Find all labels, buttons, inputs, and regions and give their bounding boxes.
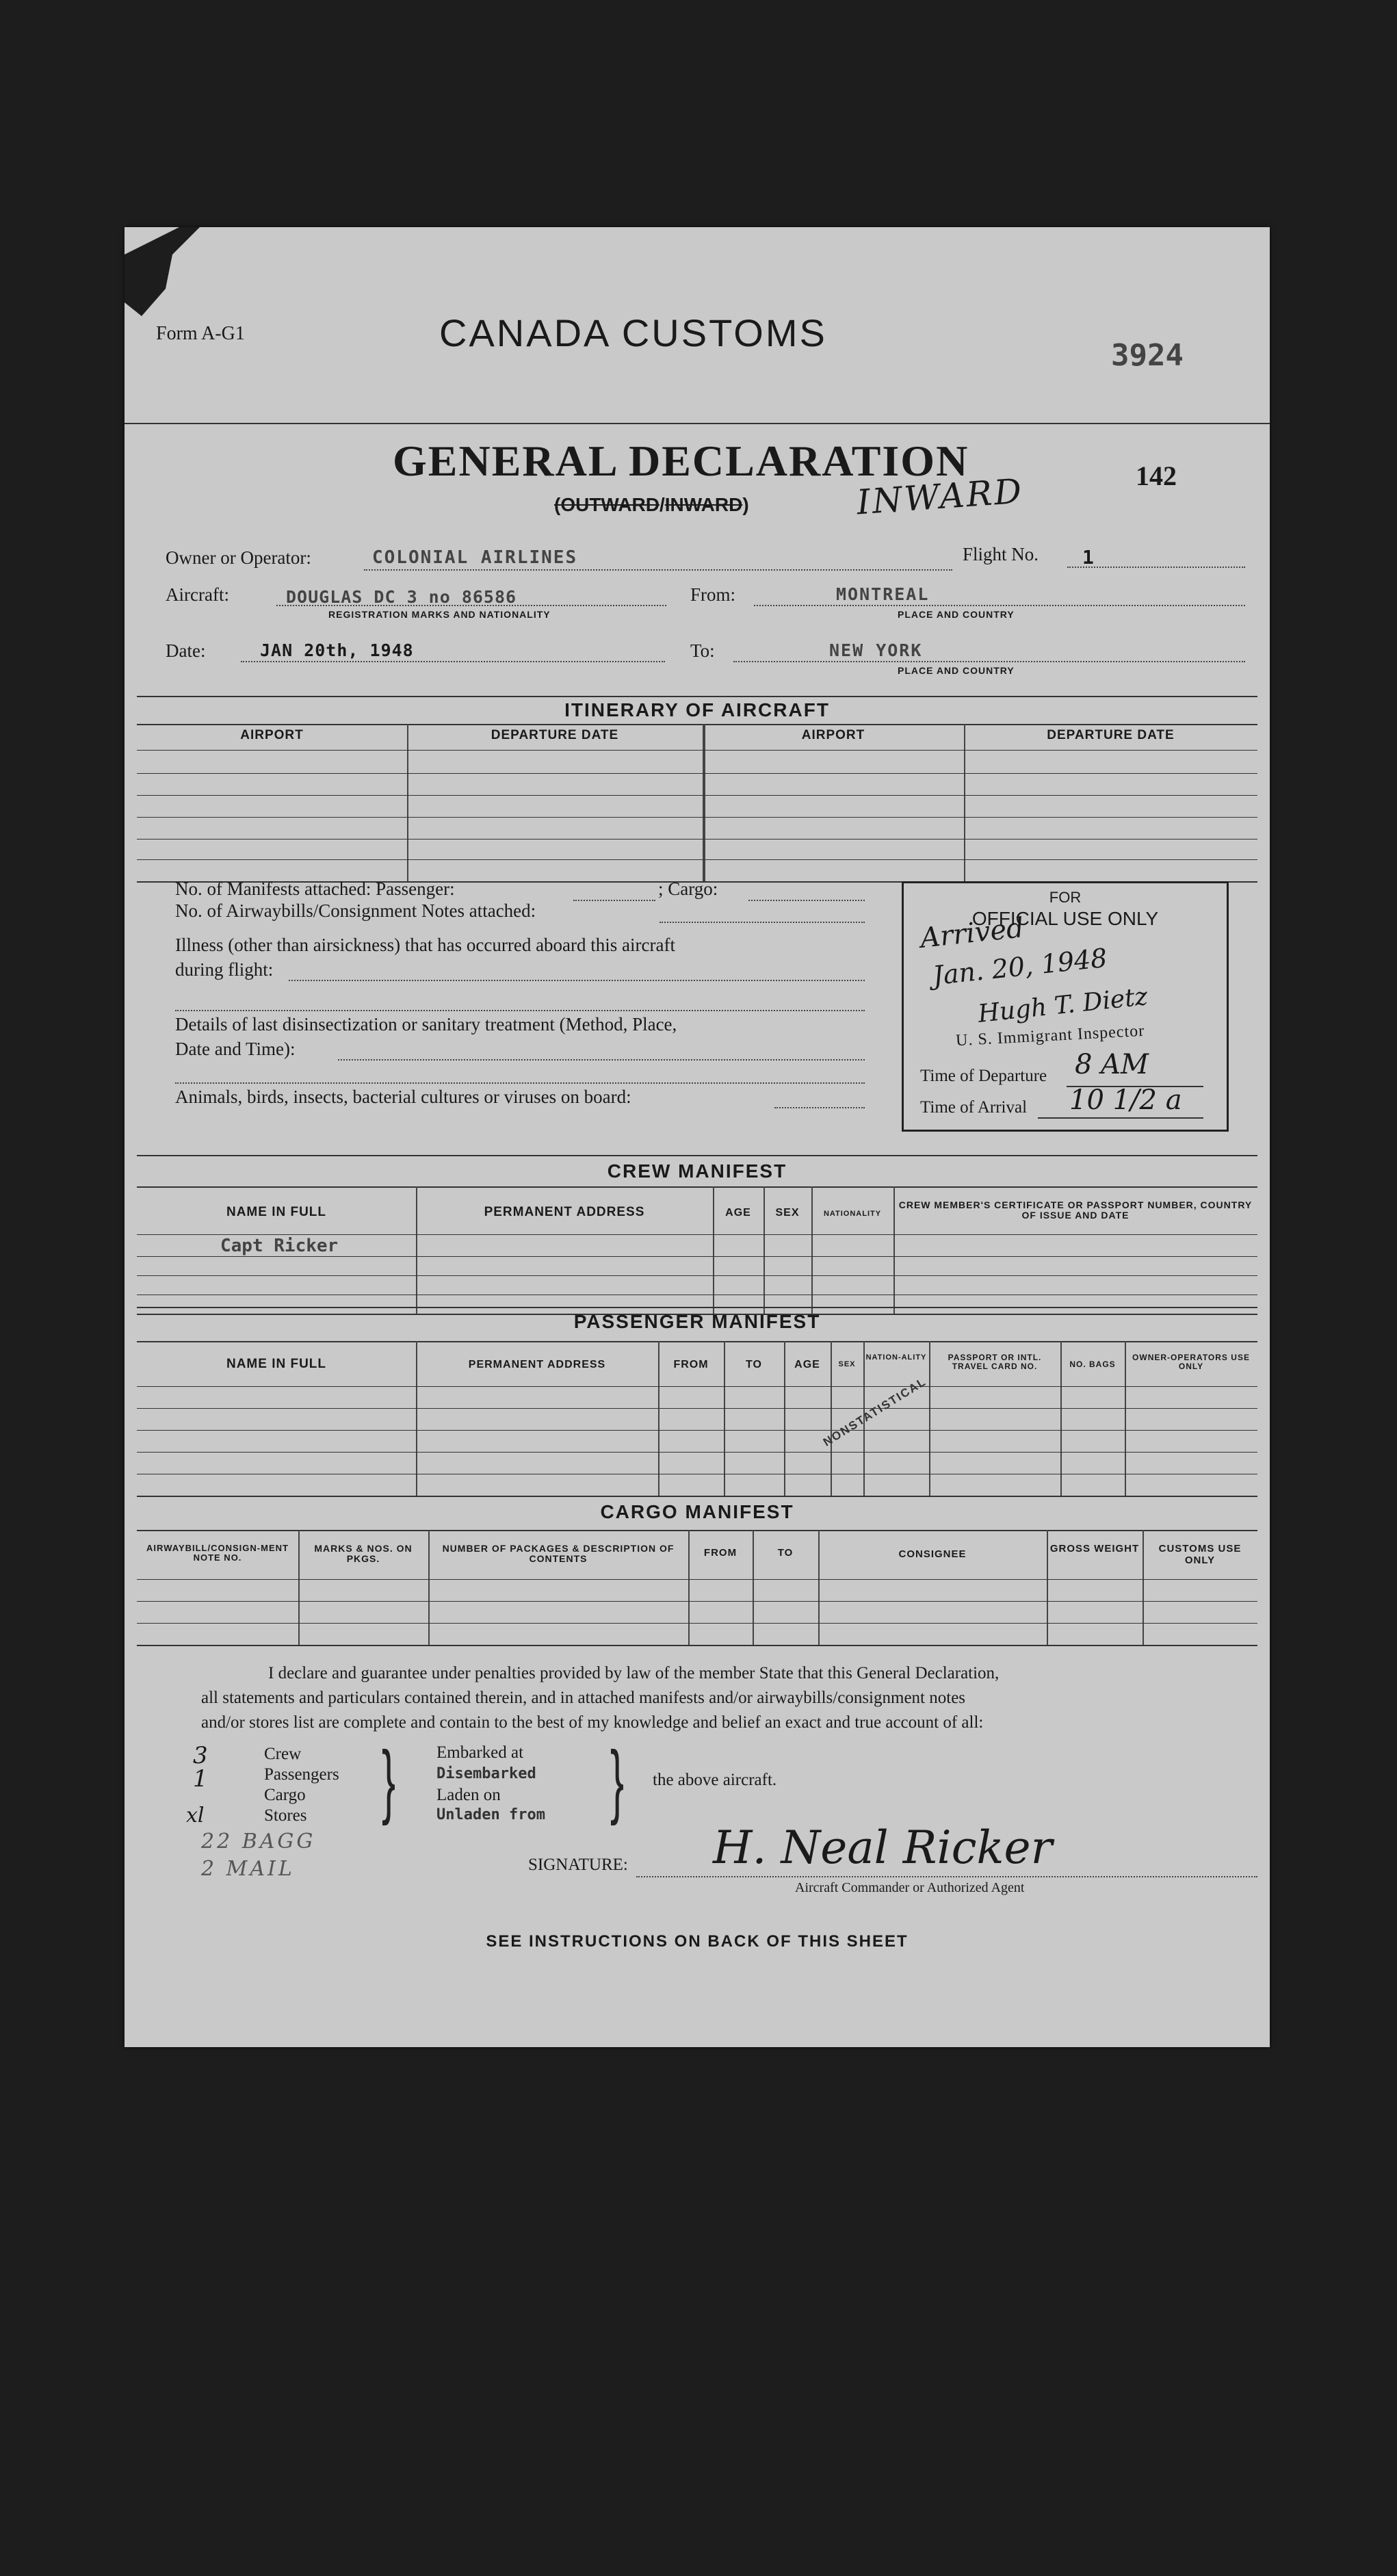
cargo-col-weight: GROSS WEIGHT (1049, 1543, 1140, 1554)
from-caption: PLACE AND COUNTRY (898, 609, 1015, 620)
passenger-manifest-title: PASSENGER MANIFEST (573, 1311, 821, 1332)
official-use-box (902, 881, 1229, 1132)
laden-label: Laden on (436, 1786, 501, 1804)
itinerary-col-airport-1: AIRPORT (240, 728, 304, 742)
disinsect-label: Details of last disinsectization or sanitary treatment (Method, Place, (175, 1014, 677, 1035)
stores-count-hand: xl (186, 1804, 205, 1827)
arrival-label: Time of Arrival (920, 1098, 1028, 1117)
cargo-count-label: ; Cargo: (658, 879, 718, 899)
itinerary-col-airport-2: AIRPORT (801, 728, 865, 742)
passengers-count-hand: 1 (193, 1765, 208, 1793)
signature-hand: H. Neal Ricker (713, 1821, 1053, 1874)
pax-col-nationality: NATION-ALITY (865, 1353, 927, 1362)
direction-printed: INWARD (664, 494, 743, 515)
itinerary-title: ITINERARY OF AIRCRAFT (564, 699, 830, 720)
official-date: Jan. 20, 1948 (931, 942, 1109, 991)
crew-col-certificate: CREW MEMBER'S CERTIFICATE OR PASSPORT NUMBER, COUNTRY OF ISSUE AND DATE (898, 1199, 1253, 1221)
to-label: To: (690, 640, 715, 661)
itinerary-col-departure-2: DEPARTURE DATE (1047, 728, 1175, 742)
unladen-text: Unladen from (436, 1806, 545, 1823)
form-code: Form A-G1 (156, 323, 245, 344)
bags-hand: 22 BAGG (201, 1830, 316, 1853)
cargo-col-airwaybill: AIRWAYBILL/CONSIGN-MENT NOTE NO. (146, 1543, 289, 1563)
owner-label: Owner or Operator: (166, 547, 311, 568)
flight-label: Flight No. (963, 544, 1039, 564)
embarked-label: Embarked at (436, 1743, 524, 1762)
declaration-line-2: all statements and particulars contained therein, and in attached manifests and/or airwaybills/consignment notes (201, 1689, 966, 1707)
pax-col-passport: PASSPORT OR INTL. TRAVEL CARD NO. (948, 1353, 1042, 1372)
torn-corner (125, 227, 200, 316)
pax-col-name: NAME IN FULL (226, 1357, 327, 1371)
cargo-manifest-title: CARGO MANIFEST (600, 1501, 794, 1522)
footer-instructions: SEE INSTRUCTIONS ON BACK OF THIS SHEET (486, 1932, 909, 1951)
official-arrived: Arrived (919, 912, 1026, 954)
aircraft-value: DOUGLAS DC 3 no 86586 (286, 587, 517, 607)
form-title: GENERAL DECLARATION (393, 437, 969, 485)
cargo-col-to: TO (777, 1547, 794, 1559)
pax-col-bags: NO. BAGS (1069, 1359, 1116, 1369)
to-value: NEW YORK (829, 640, 923, 660)
cargo-col-consignee: CONSIGNEE (898, 1548, 967, 1560)
brace-left: } (382, 1734, 396, 1826)
stores-count-label: Stores (264, 1806, 307, 1825)
departure-value: 8 AM (1075, 1049, 1149, 1080)
crew-col-name: NAME IN FULL (226, 1205, 327, 1219)
official-title: OFFICIAL USE ONLY (971, 908, 1159, 929)
date-value: JAN 20th, 1948 (260, 640, 414, 660)
flight-value: 1 (1082, 546, 1094, 569)
official-signature: Hugh T. Dietz (976, 983, 1149, 1028)
itinerary-col-departure-1: DEPARTURE DATE (491, 728, 619, 742)
declaration-line-1: I declare and guarantee under penalties provided by law of the member State that this General Declaration, (268, 1664, 1000, 1682)
above-aircraft: the above aircraft. (653, 1771, 777, 1789)
cargo-col-customs: CUSTOMS USE ONLY (1158, 1543, 1242, 1566)
to-caption: PLACE AND COUNTRY (898, 665, 1015, 676)
pax-col-owner: OWNER-OPERATORS USE ONLY (1132, 1353, 1250, 1372)
arrival-value: 10 1/2 a (1069, 1084, 1182, 1116)
aircraft-label: Aircraft: (166, 584, 229, 605)
disembarked-text: Disembarked (436, 1765, 536, 1782)
aircraft-caption: REGISTRATION MARKS AND NATIONALITY (328, 609, 551, 620)
pax-col-sex: SEX (838, 1360, 856, 1368)
from-label: From: (690, 584, 736, 605)
owner-value: COLONIAL AIRLINES (372, 547, 578, 568)
crew-col-sex: SEX (775, 1207, 800, 1219)
official-for: FOR (1049, 889, 1082, 906)
signature-caption: Aircraft Commander or Authorized Agent (795, 1880, 1025, 1895)
cargo-col-from: FROM (703, 1547, 737, 1559)
direction-struck: OUTWARD (560, 494, 660, 515)
pax-col-age: AGE (794, 1359, 820, 1370)
agency-title: CANADA CUSTOMS (439, 311, 827, 354)
pax-col-address: PERMANENT ADDRESS (468, 1359, 606, 1370)
crew-row-1-name: Capt Ricker (220, 1236, 339, 1256)
direction-line: (OUTWARD/INWARD) (554, 494, 749, 515)
departure-label: Time of Departure (920, 1067, 1047, 1085)
cargo-col-packages: NUMBER OF PACKAGES & DESCRIPTION OF CONTENTS (442, 1543, 675, 1565)
document-number: 3924 (1111, 338, 1184, 373)
manifests-label: No. of Manifests attached: Passenger: (175, 879, 455, 899)
mail-hand: 2 MAIL (201, 1857, 295, 1881)
brace-right: } (610, 1734, 625, 1826)
cargo-summary-label: Cargo (264, 1786, 306, 1804)
illness-label: Illness (other than airsickness) that has occurred aboard this aircraft (175, 935, 675, 955)
crew-count-label: Crew (264, 1745, 302, 1763)
signature-label: SIGNATURE: (528, 1856, 628, 1874)
disinsect-label-2: Date and Time): (175, 1039, 296, 1059)
crew-manifest-title: CREW MANIFEST (607, 1160, 787, 1182)
crew-col-age: AGE (725, 1207, 751, 1219)
crew-col-nationality: NATIONALITY (823, 1210, 882, 1218)
declaration-line-3: and/or stores list are complete and contain to the best of my knowledge and belief an exact and true account of all: (201, 1713, 984, 1732)
illness-label-2: during flight: (175, 959, 274, 980)
direction-handwritten: INWARD (855, 471, 1025, 523)
cargo-col-marks: MARKS & NOS. ON PKGS. (314, 1543, 413, 1565)
crew-col-address: PERMANENT ADDRESS (484, 1205, 645, 1219)
animals-label: Animals, birds, insects, bacterial cultures or viruses on board: (175, 1087, 631, 1107)
nonstatistical-stamp: NONSTATISTICAL (820, 1375, 929, 1449)
declaration-form (125, 227, 1270, 2047)
passengers-count-label: Passengers (264, 1765, 339, 1784)
crew-count-hand: 3 (193, 1742, 208, 1769)
airwaybills-label: No. of Airwaybills/Consignment Notes attached: (175, 900, 536, 921)
from-value: MONTREAL (836, 584, 930, 604)
pax-col-to: TO (746, 1359, 762, 1370)
official-inspector: U. S. Immigrant Inspector (955, 1022, 1145, 1050)
date-label: Date: (166, 640, 206, 661)
pax-col-from: FROM (673, 1359, 709, 1370)
sheet-number: 142 (1136, 460, 1177, 491)
